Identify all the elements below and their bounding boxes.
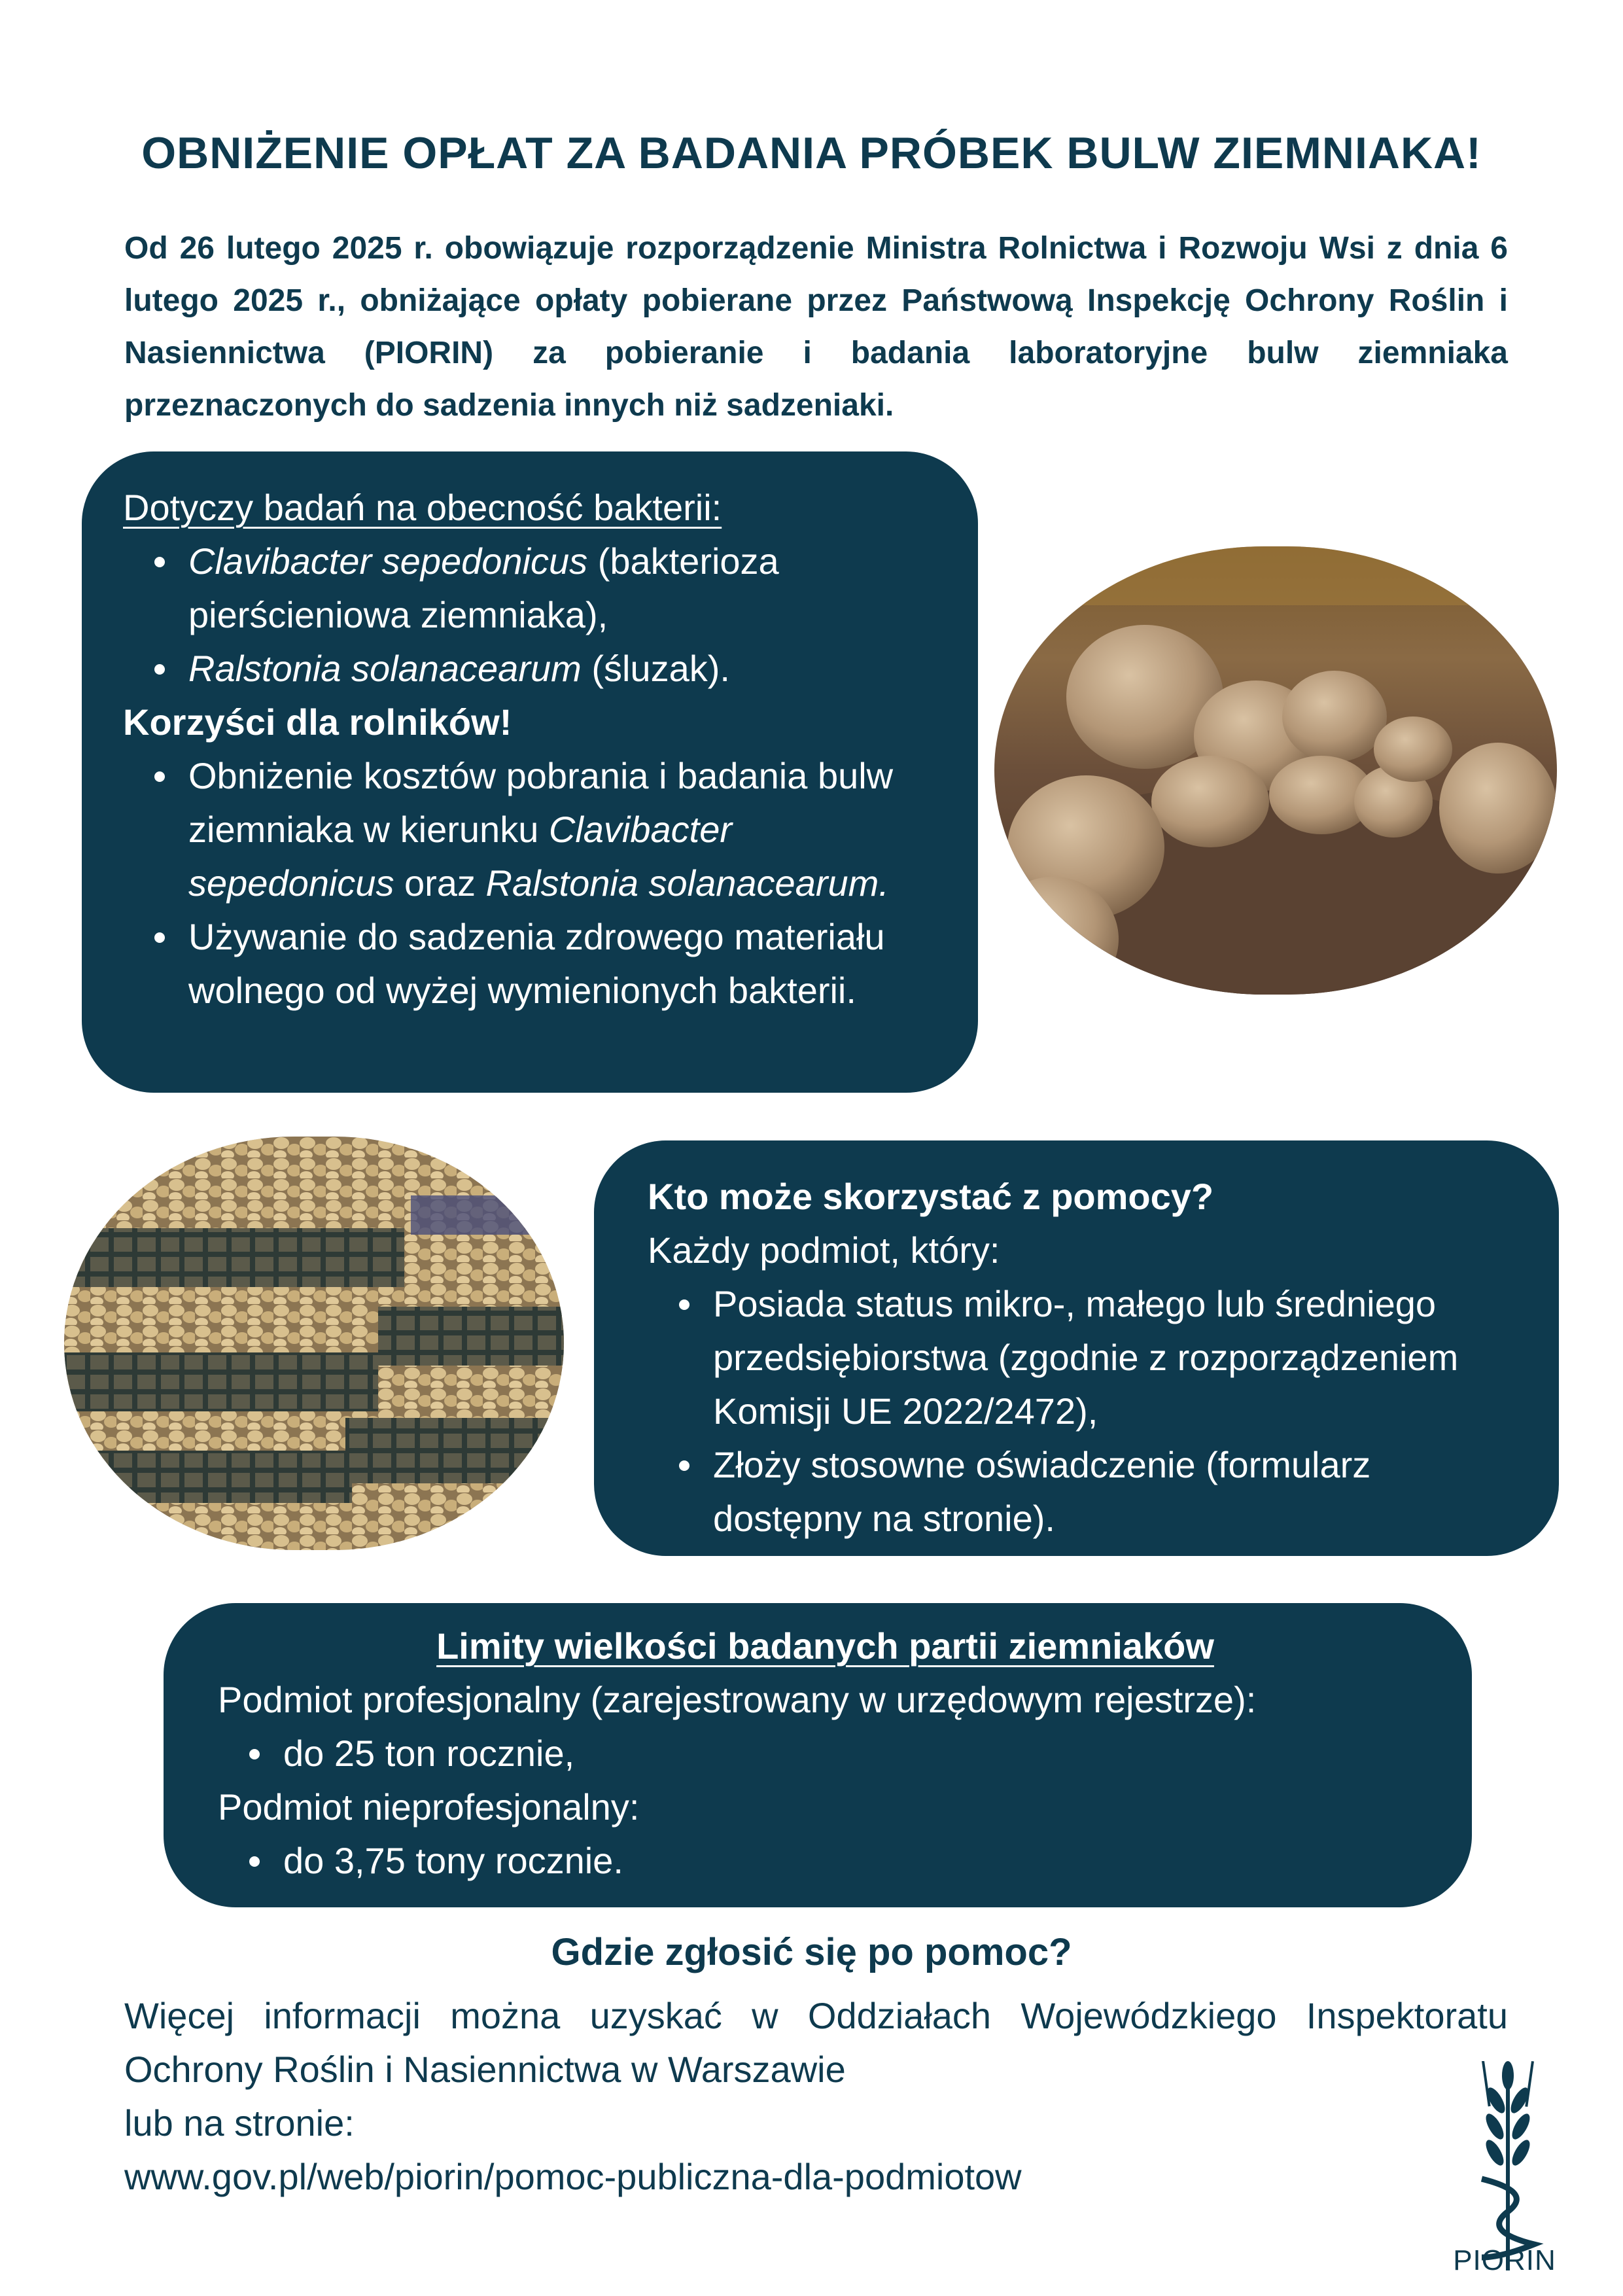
list-item: [188, 642, 939, 696]
bacteria-list: [123, 535, 939, 696]
limits-heading: Limity wielkości badanych partii ziemniaków: [436, 1625, 1214, 1667]
help-info: [124, 1989, 1508, 2204]
help-line: lub na stronie:: [124, 2102, 355, 2144]
pro-label: Podmiot profesjonalny (zarejestrowany w urzędowym rejestrze):: [218, 1679, 1257, 1720]
intro-paragraph: Od 26 lutego 2025 r. obowiązuje rozporządzenie Ministra Rolnictwa i Rozwoju Wsi z dnia 6 lutego 2025 r., obniżające opłaty pobierane przez Państwową Inspekcję Ochrony Roślin i Nasiennictwa (PIORIN) za pobieranie i badania laboratoryjne bulw ziemniaka przeznaczonych do sadzenia innych niż sadzeniaki.: [124, 231, 1508, 423]
bacteria-name: Clavibacter sepedonicus: [188, 540, 588, 582]
benefit-italic: Ralstonia solanacearum.: [485, 862, 889, 904]
piorin-logo-text: PIORIN: [1453, 2244, 1556, 2276]
help-heading: Gdzie zgłosić się po pomoc?: [551, 1931, 1072, 1973]
bacteria-name: Ralstonia solanacearum: [188, 648, 582, 689]
limits-panel: [164, 1603, 1472, 1907]
pro-limit-list: [218, 1727, 1433, 1780]
benefit-text: Obniżenie kosztów pobrania i badania bulw ziemniaka w kierunku: [188, 755, 894, 850]
list-item: [188, 749, 939, 910]
help-line: Więcej informacji można uzyskać w Oddziałach Wojewódzkiego Inspektoratu: [124, 1995, 1508, 2036]
bacteria-desc: (śluzak).: [581, 648, 730, 689]
benefit-text: Używanie do sadzenia zdrowego materiału wolnego od wyżej wymienionych bakterii.: [188, 916, 885, 1011]
list-item: Złoży stosowne oświadczenie (formularz dostępny na stronie).: [713, 1438, 1520, 1545]
benefit-text: oraz: [394, 862, 486, 904]
benefits-heading: Korzyści dla rolników!: [123, 701, 512, 743]
bacteria-heading: Dotyczy badań na obecność bakterii:: [123, 487, 722, 528]
eligibility-heading: Kto może skorzystać z pomocy?: [648, 1176, 1214, 1217]
page-title: OBNIŻENIE OPŁAT ZA BADANIA PRÓBEK BULW ZIEMNIAKA!: [141, 128, 1482, 178]
benefits-list: [123, 749, 939, 1017]
list-item: do 25 ton rocznie,: [283, 1727, 1433, 1780]
nonpro-label: Podmiot nieprofesjonalny:: [218, 1786, 640, 1828]
potato-crates-photo: [64, 1137, 564, 1550]
bacteria-desc: (bakterioza pierścieniowa ziemniaka),: [188, 540, 779, 635]
list-item: do 3,75 tony rocznie.: [283, 1834, 1433, 1888]
nonpro-limit-list: [218, 1834, 1433, 1888]
help-line: Ochrony Roślin i Nasiennictwa w Warszawie: [124, 2049, 846, 2090]
list-item: [188, 910, 939, 1017]
eligibility-list: [648, 1277, 1520, 1545]
potatoes-on-soil-photo: [994, 546, 1557, 995]
eligibility-panel: [594, 1140, 1559, 1556]
benefit-italic: Clavibacter sepedonicus: [188, 809, 733, 904]
eligibility-lead: Każdy podmiot, który:: [648, 1229, 1000, 1271]
list-item: Posiada status mikro-, małego lub średniego przedsiębiorstwa (zgodnie z rozporządzeniem Komisji UE 2022/2472),: [713, 1277, 1520, 1438]
bacteria-panel: [82, 451, 978, 1093]
list-item: [188, 535, 939, 642]
help-url-link[interactable]: www.gov.pl/web/piorin/pomoc-publiczna-dla-podmiotow: [124, 2156, 1022, 2197]
